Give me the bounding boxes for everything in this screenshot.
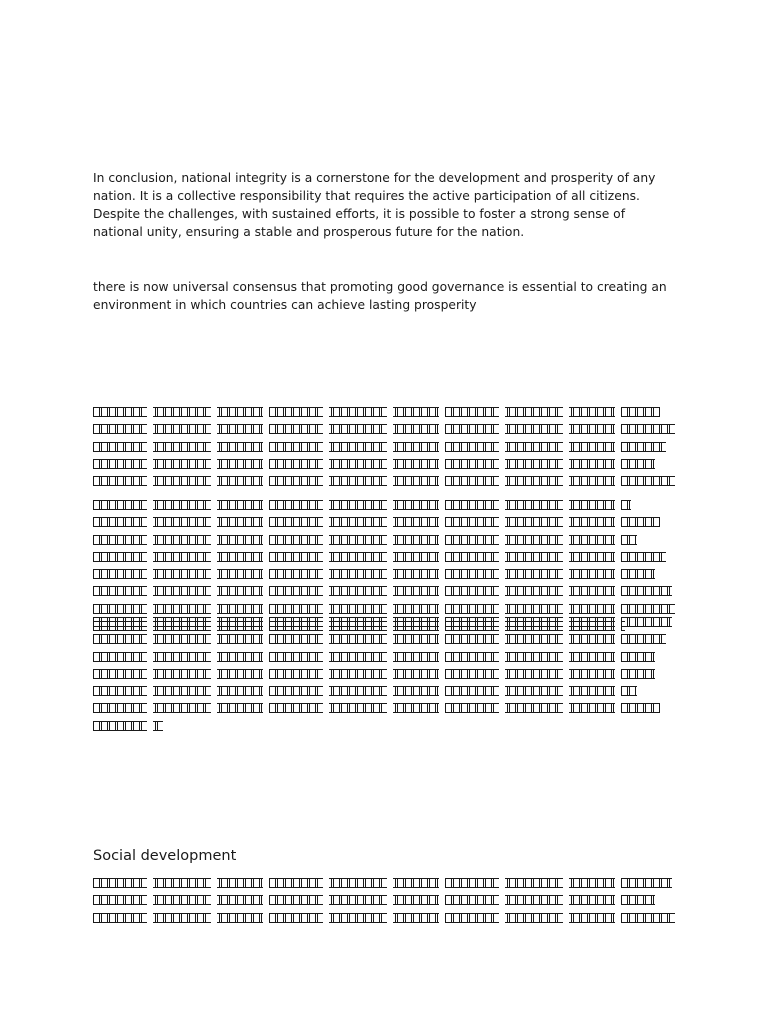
unrendered-text-line — [93, 699, 678, 716]
unrendered-text-line — [93, 565, 678, 582]
governance-paragraph: there is now universal consensus that promoting good governance is essential to creating an environment in which countries can achieve lasting prosperity — [93, 280, 667, 312]
unrendered-text-line — [93, 548, 678, 565]
unrendered-text-line — [93, 874, 678, 891]
conclusion-paragraph: In conclusion, national integrity is a cornerstone for the development and prosperity of any nation. It is a collective responsibility that requires the active participation of all citizens. Despite the challenges, with sustained efforts, it is possible to foster a strong sense of national unity, ensuring a stable and prosperous future for the nation. — [93, 171, 656, 239]
unrendered-text-line — [93, 648, 678, 665]
unrendered-text-line — [93, 909, 678, 926]
unrendered-text-line — [93, 717, 678, 734]
unrendered-text-line — [93, 472, 678, 489]
unrendered-text-line — [93, 455, 678, 472]
unrendered-text-block-1 — [93, 403, 678, 489]
social-development-heading: Social development — [93, 848, 237, 864]
unrendered-text-line — [93, 682, 678, 699]
unrendered-text-block-3 — [93, 613, 678, 734]
unrendered-text-line — [93, 513, 678, 530]
unrendered-text-line — [93, 891, 678, 908]
unrendered-text-line — [93, 420, 678, 437]
unrendered-text-line — [93, 630, 678, 647]
unrendered-text-line — [93, 665, 678, 682]
unrendered-text-line — [93, 403, 678, 420]
unrendered-text-line — [93, 438, 678, 455]
unrendered-text-line — [93, 496, 678, 513]
unrendered-text-block-4 — [93, 874, 678, 926]
unrendered-text-line — [93, 531, 678, 548]
unrendered-text-line — [93, 613, 678, 630]
unrendered-text-line — [93, 582, 678, 599]
